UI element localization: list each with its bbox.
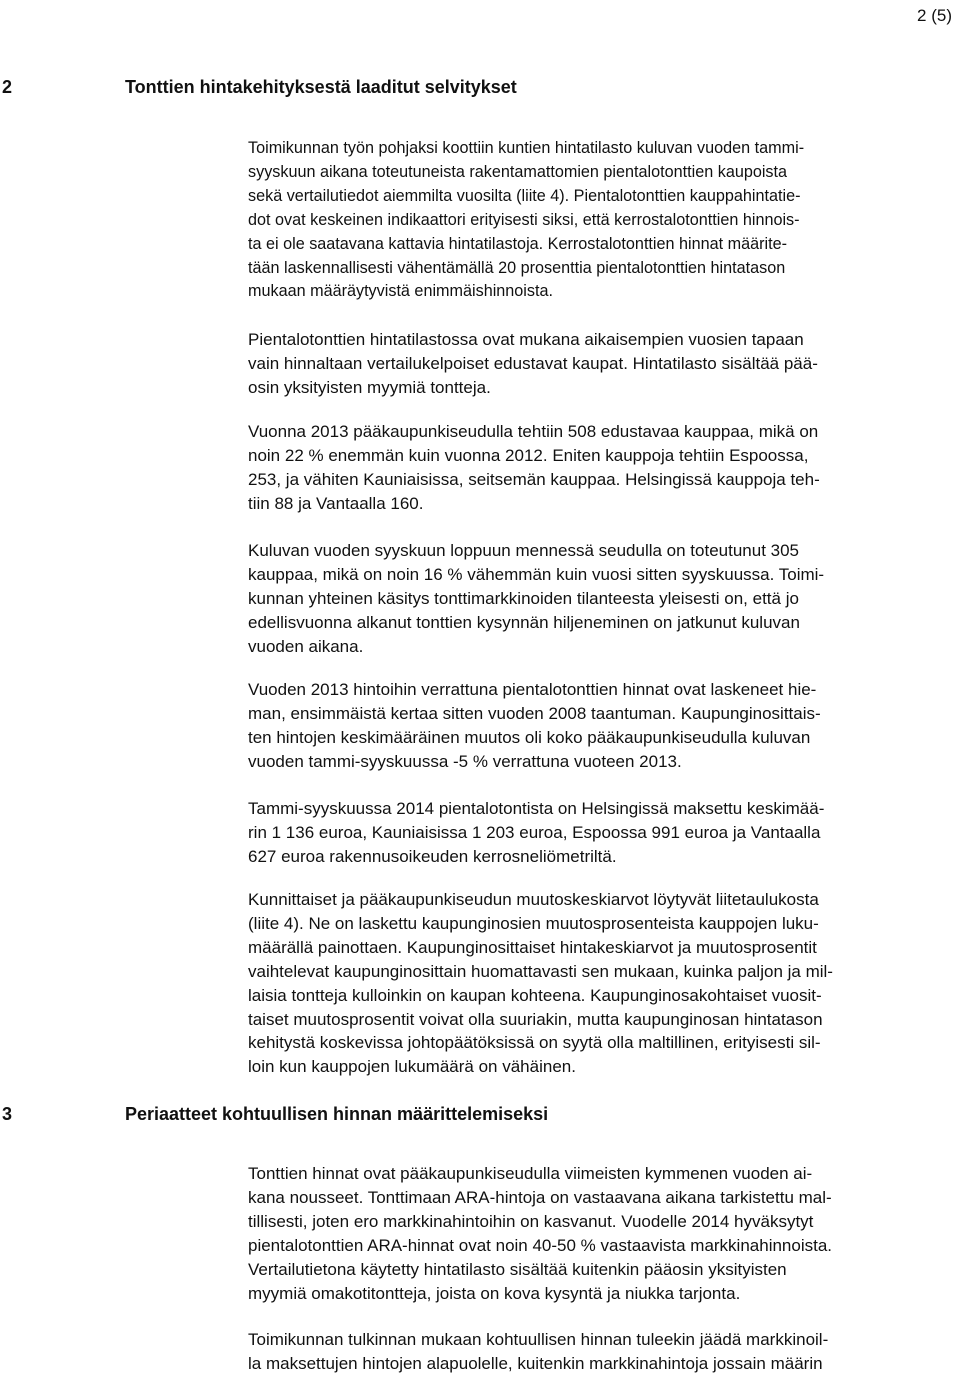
section-title: Periaatteet kohtuullisen hinnan määrittelemiseksi <box>125 1104 549 1124</box>
text-line: Pientalotonttien hintatilastossa ovat mukana aikaisempien vuosien tapaan <box>248 330 804 349</box>
text-line: kehitystä koskevissa johtopäätöksissä on syytä olla maltillinen, erityisesti sil- <box>248 1033 821 1053</box>
text-line: pientalotonttien ARA-hinnat ovat noin 40-50 % vastaavista markkinahinnoista. <box>248 1235 833 1255</box>
paragraph <box>248 678 821 774</box>
text-line: ten hintojen keskimääräinen muutos oli koko pääkaupunkiseudulla kuluvan <box>248 727 811 747</box>
text-line: kunnan yhteinen käsitys tonttimarkkinoiden tilanteesta yleisesti on, että jo <box>248 588 799 608</box>
text-line: kauppaa, mikä on noin 16 % vähemmän kuin vuosi sitten syyskuussa. Toimi- <box>248 564 825 584</box>
section-title: Tonttien hintakehityksestä laaditut selvitykset <box>125 77 517 97</box>
section-number: 2 <box>2 77 13 97</box>
text-line: Vuoden 2013 hintoihin verrattuna pientalotonttien hinnat ovat laskeneet hie- <box>248 680 817 699</box>
paragraph <box>248 328 818 400</box>
text-line: vuoden tammi-syyskuussa -5 % verrattuna vuoteen 2013. <box>248 751 682 771</box>
section-number: 3 <box>2 1104 13 1124</box>
text-line: Vuonna 2013 pääkaupunkiseudulla tehtiin 508 edustavaa kauppaa, mikä on <box>248 422 819 441</box>
text-line: Toimikunnan tulkinnan mukaan kohtuullisen hinnan tuleekin jäädä markkinoil- <box>248 1330 829 1349</box>
text-line: Kunnittaiset ja pääkaupunkiseudun muutoskeskiarvot löytyvät liitetaulukosta <box>248 890 819 909</box>
text-line: man, ensimmäistä kertaa sitten vuoden 2008 taantuman. Kaupunginosittais- <box>248 703 821 723</box>
text-line: Tammi-syyskuussa 2014 pientalotontista on Helsingissä maksettu keskimää- <box>248 799 825 818</box>
text-line: 627 euroa rakennusoikeuden kerrosneliömetriltä. <box>248 846 617 866</box>
text-line: osin yksityisten myymiä tontteja. <box>248 377 491 397</box>
text-line: tiin 88 ja Vantaalla 160. <box>248 493 424 513</box>
paragraph <box>248 539 824 659</box>
text-line: taiset muutosprosentit voivat olla suuriakin, mutta kaupunginosan hintatason <box>248 1009 823 1029</box>
text-line: ta ei ole saatavana kattavia hintatilastoja. Kerrostalotonttien hinnat määrite- <box>248 234 788 253</box>
text-line: sekä vertailutiedot aiemmilta vuosilta (liite 4). Pientalotonttien kauppahintatie- <box>248 186 801 205</box>
text-line: (liite 4). Ne on laskettu kaupunginosien muutosprosenteista kauppojen luku- <box>248 913 819 933</box>
text-line: Kuluvan vuoden syyskuun loppuun mennessä seudulla on toteutunut 305 <box>248 541 800 560</box>
text-line: Tonttien hinnat ovat pääkaupunkiseudulla viimeisten kymmenen vuoden ai- <box>248 1164 813 1183</box>
text-line: kana nousseet. Tonttimaan ARA-hintoja on vastaavana aikana tarkistettu mal- <box>248 1187 832 1207</box>
text-line: edellisvuonna alkanut tonttien kysynnän hiljeneminen on jatkunut kuluvan <box>248 612 800 632</box>
text-line: määrällä painottaen. Kaupunginosittaiset hintakeskiarvot ja muutosprosentit <box>248 937 817 957</box>
text-line: tään laskennallisesti vähentämällä 20 prosenttia pientalotonttien hintatason <box>248 258 786 277</box>
text-line: laisia tontteja kulloinkin on kaupan kohteena. Kaupunginosakohtaiset vuosit- <box>248 985 822 1005</box>
paragraph <box>248 1328 828 1376</box>
paragraph <box>248 137 804 304</box>
paragraph <box>248 420 820 516</box>
section-heading-2 <box>2 77 517 98</box>
text-line: mukaan määräytyvistä enimmäishinnoista. <box>248 282 553 301</box>
page-number: 2 (5) <box>917 6 952 25</box>
paragraph <box>248 797 824 869</box>
paragraph <box>248 888 833 1079</box>
text-line: la maksettujen hintojen alapuolelle, kuitenkin markkinahintoja jossain määrin <box>248 1353 823 1373</box>
text-line: myymiä omakotitontteja, joista on kova kysyntä ja niukka tarjonta. <box>248 1283 741 1303</box>
paragraph <box>248 1162 832 1305</box>
section-heading-3 <box>2 1104 548 1125</box>
text-line: vaihtelevat kaupunginosittain huomattavasti sen mukaan, kuinka paljon ja mil- <box>248 961 833 981</box>
text-line: Toimikunnan työn pohjaksi koottiin kuntien hintatilasto kuluvan vuoden tammi- <box>248 139 805 157</box>
text-line: noin 22 % enemmän kuin vuonna 2012. Eniten kauppoja tehtiin Espoossa, <box>248 445 809 465</box>
text-line: Vertailutietona käytetty hintatilasto sisältää kuitenkin pääosin yksityisten <box>248 1259 787 1279</box>
text-line: loin kun kauppojen lukumäärä on vähäinen. <box>248 1057 576 1077</box>
text-line: 253, ja vähiten Kauniaisissa, seitsemän kauppaa. Helsingissä kauppoja teh- <box>248 469 820 489</box>
text-line: vain hinnaltaan vertailukelpoiset edustavat kaupat. Hintatilasto sisältää pää- <box>248 353 818 373</box>
text-line: vuoden aikana. <box>248 636 364 656</box>
text-line: rin 1 136 euroa, Kauniaisissa 1 203 euroa, Espoossa 991 euroa ja Vantaalla <box>248 822 821 842</box>
text-line: dot ovat keskeinen indikaattori erityisesti siksi, että kerrostalotonttien hinnois- <box>248 210 800 229</box>
text-line: tillisesti, joten ero markkinahintoihin on kasvanut. Vuodelle 2014 hyväksytyt <box>248 1211 814 1231</box>
text-line: syyskuun aikana toteutuneista rakentamattomien pientalotonttien kaupoista <box>248 162 788 181</box>
